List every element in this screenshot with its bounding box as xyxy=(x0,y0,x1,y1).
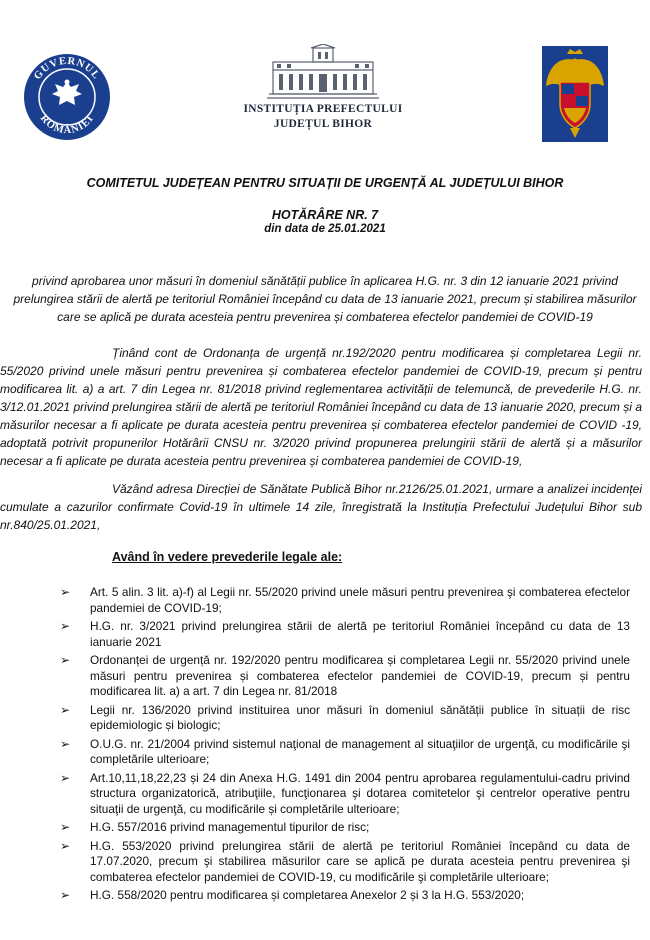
list-item xyxy=(60,888,630,904)
arrow-bullet-icon: ➢ xyxy=(60,770,71,785)
arrow-bullet-icon: ➢ xyxy=(60,736,71,751)
guvernul-romaniei-seal-icon xyxy=(22,52,112,142)
svg-text:ROMÂNIEI: ROMÂNIEI xyxy=(37,113,97,137)
list-item-text: Ordonanței de urgență nr. 192/2020 pentru modificarea și completarea Legii nr. 55/2020 privind unele măsuri pentru prevenirea și combaterea efectelor pandemiei de COVID-19, precum și pentru modificarea lit. a) a art. 7 din Legea nr. 81/2018 xyxy=(90,653,630,698)
arrow-bullet-icon: ➢ xyxy=(60,820,71,834)
romania-coat-of-arms-icon xyxy=(542,46,608,142)
arrow-bullet-icon: ➢ xyxy=(60,888,71,902)
list-item-text: Art.10,11,18,22,23 și 24 din Anexa H.G. 1491 din 2004 pentru aprobarea regulamentului-cadru privind structura organizatorică, atribuţiile, funcţionarea şi dotarea comitetelor şi centrelor operative pentru situaţii de urgenţă, cu modificările și completările ulterioare; xyxy=(90,770,630,816)
prefecture-logo xyxy=(228,44,418,132)
list-item-text: Legii nr. 136/2020 privind instituirea unor măsuri în domeniul sănătății publice în situații de risc epidemiologic și biologic; xyxy=(90,702,630,732)
list-item xyxy=(60,771,630,818)
arrow-bullet-icon: ➢ xyxy=(60,838,71,853)
list-item xyxy=(60,653,630,700)
decision-date: din data de 25.01.2021 xyxy=(264,223,386,235)
committee-title: COMITETUL JUDEȚEAN PENTRU SITUAȚII DE URGENȚĂ AL JUDEȚULUI BIHOR xyxy=(86,176,564,190)
decision-subject: privind aprobarea unor măsuri în domeniul sănătății publice în aplicarea H.G. nr. 3 din 12 ianuarie 2021 privind prelungirea stării de alertă pe teritoriul României începând cu data de 13 ianuarie 2021, precum și stabilirea măsurilor care se aplică pe durata acesteia pentru prevenirea și combaterea efectelor pandemiei de COVID-19 xyxy=(13,274,637,324)
arrow-bullet-icon: ➢ xyxy=(60,585,71,599)
arrow-bullet-icon: ➢ xyxy=(60,619,71,633)
list-item xyxy=(60,619,630,650)
list-item-text: H.G. nr. 3/2021 privind prelungirea stării de alertă pe teritoriul României începând cu data de 13 ianuarie 2021 xyxy=(90,619,630,649)
list-item xyxy=(60,703,630,734)
list-item xyxy=(60,839,630,886)
legal-provisions-heading: Având în vedere prevederile legale ale: xyxy=(112,550,343,564)
arrow-bullet-icon: ➢ xyxy=(60,653,71,667)
decision-heading xyxy=(0,208,650,236)
list-item-text: H.G. 557/2016 privind managementul tipurilor de risc; xyxy=(90,820,370,834)
list-item-text: Art. 5 alin. 3 lit. a)-f) al Legii nr. 55/2020 privind unele măsuri pentru prevenirea şi combaterea efectelor pandemiei de COVID-19; xyxy=(90,585,630,615)
list-item-text: H.G. 558/2020 pentru modificarea și completarea Anexelor 2 și 3 la H.G. 553/2020; xyxy=(90,888,525,902)
list-item xyxy=(60,820,630,836)
preamble-paragraph-1: Ținând cont de Ordonanța de urgență nr.192/2020 pentru modificarea și completarea Legii nr. 55/2020 privind unele măsuri pentru prevenirea și combaterea efectelor pandemiei de COVID-19, precum și pentru modificarea lit. a) a art. 7 din Legea nr. 81/2018 privind reglementarea activității de telemuncă, de prevederile H.G. nr. 3/12.01.2021 privind prelungirea stării de alertă pe teritoriul României începând cu data de 13 ianuarie 2020, precum și a măsurilor necesar a fi aplicate pe durata acesteia pentru prevenirea și combaterea efectelor pandemiei de COVID -19, adoptată potrivit propunerilor Hotărârii CNSU nr. 3/2020 privind propunerea prelungirii stării de alertă și a măsurilor necesar a fi aplicate pe durata acesteia pentru prevenirea și combaterea pandemiei de COVID-19, xyxy=(0,346,642,468)
list-item-text: O.U.G. nr. 21/2004 privind sistemul naţional de management al situaţiilor de urgenţă, cu modificările şi completările ulterioare; xyxy=(90,736,630,766)
decision-title: HOTĂRÂRE NR. 7 xyxy=(271,208,379,222)
arrow-bullet-icon: ➢ xyxy=(60,702,71,717)
list-item-text: H.G. 553/2020 privind prelungirea stării de alertă pe teritoriul României începând cu data de 17.07.2020, precum şi stabilirea măsurilor care se aplică pe durata acesteia pentru prevenirea şi combaterea efectelor pandemiei de COVID-19, cu modificările şi completările ulterioare; xyxy=(90,838,630,884)
svg-text:GUVERNUL: GUVERNUL xyxy=(32,55,102,82)
prefecture-building-icon xyxy=(263,44,383,102)
legal-provisions-list xyxy=(60,585,630,907)
document-header xyxy=(0,0,650,150)
institution-name: INSTITUȚIA PREFECTULUI JUDEȚUL BIHOR xyxy=(243,103,403,130)
preamble-paragraph-2: Văzând adresa Direcției de Sănătate Publică Bihor nr.2126/25.01.2021, urmare a analizei incidenței cumulate a cazurilor confirmate Covid-19 în ultimele 14 zile, înregistrată la Instituția Prefectului Județului Bihor sub nr.840/25.01.2021, xyxy=(0,482,642,532)
list-item xyxy=(60,737,630,768)
list-item xyxy=(60,585,630,616)
